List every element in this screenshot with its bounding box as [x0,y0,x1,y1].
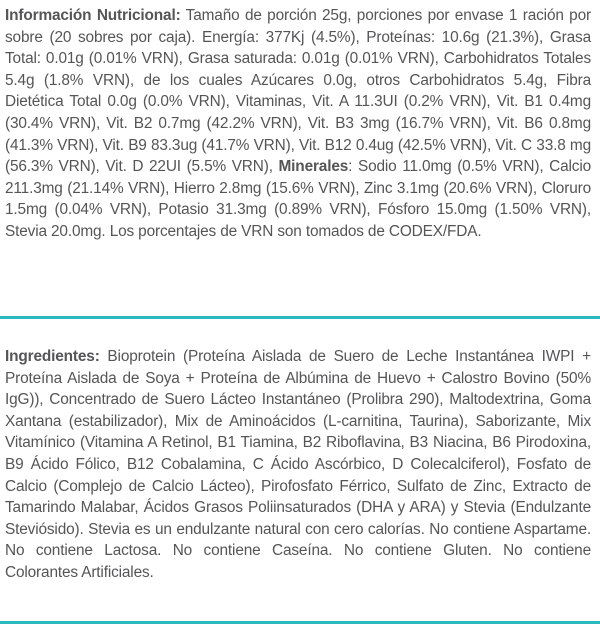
section-divider-bottom [0,621,600,624]
ingredients-label: Ingredientes: [5,348,100,365]
ingredients-paragraph [5,346,591,584]
minerals-label: Minerales [278,158,349,176]
nutrition-facts-paragraph [5,5,591,243]
minerals-text: : Sodio 11.0mg (0.5% VRN), Calcio 211.3mg (21.14% VRN), Hierro 2.8mg (15.6% VRN), Zinc 3.1mg (20.6% VRN), Cloruro 1.5mg (0.04% VRN), Potasio 31.3mg (0.89% VRN), Fósforo 15.0mg (1.50% VRN), Stevia 20.0mg. Los porcentajes de VRN son tomados de CODEX/FDA. [5,158,591,240]
nutrition-facts-label: Información Nutricional: [5,7,181,24]
nutrition-facts-text: Tamaño de porción 25g, porciones por envase 1 ración por sobre (20 sobres por caja). Energía: 377Kj (4.5%), Proteínas: 10.6g (21.3%), Grasa Total: 0.01g (0.01% VRN), Grasa saturada: 0.01g (0.01% VRN), Carbohidratos Totales 5.4g (1.8% VRN), de los cuales Azúcares 0.0g, otros Carbohidratos 5.4g, Fibra Dietética Total 0.0g (0.0% VRN), Vitaminas, Vit. A 11.3UI (0.2% VRN), Vit. B1 0.4mg (30.4% VRN), Vit. B2 0.7mg (42.2% VRN), Vit. B3 3mg (16.7% VRN), Vit. B6 0.8mg (41.3% VRN), Vit. B9 83.3ug (41.7% VRN), Vit. B12 0.4ug (42.5% VRN), Vit. C 33.8 mg (56.3% VRN), Vit. D 22UI (5.5% VRN), [5,7,591,176]
section-divider-top [0,316,600,319]
ingredients-text: Bioprotein (Proteína Aislada de Suero de Leche Instantánea IWPI + Proteína Aislada de Soya + Proteína de Albúmina de Huevo + Calostro Bovino (50% IgG)), Concentrado de Suero Lácteo Instantáneo (Prolibra 290), Maltodextrina, Goma Xantana (estabilizador), Mix de Aminoácidos (L-carnitina, Taurina), Saborizante, Mix Vitamínico (Vitamina A Retinol, B1 Tiamina, B2 Riboflavina, B3 Niacina, B6 Pirodoxina, B9 Ácido Fólico, B12 Cobalamina, C Ácido Ascórbico, D Colecalciferol), Fosfato de Calcio (Complejo de Calcio Lácteo), Pirofosfato Férrico, Sulfato de Zinc, Extracto de Tamarindo Malabar, Ácidos Grasos Poliinsaturados (DHA y ARA) y Stevia (Endulzante Steviósido). Stevia es un endulzante natural con cero calorías. No contiene Aspartame. No contiene Lactosa. No contiene Caseína. No contiene Gluten. No contiene Colorantes Artificiales. [5,348,591,581]
